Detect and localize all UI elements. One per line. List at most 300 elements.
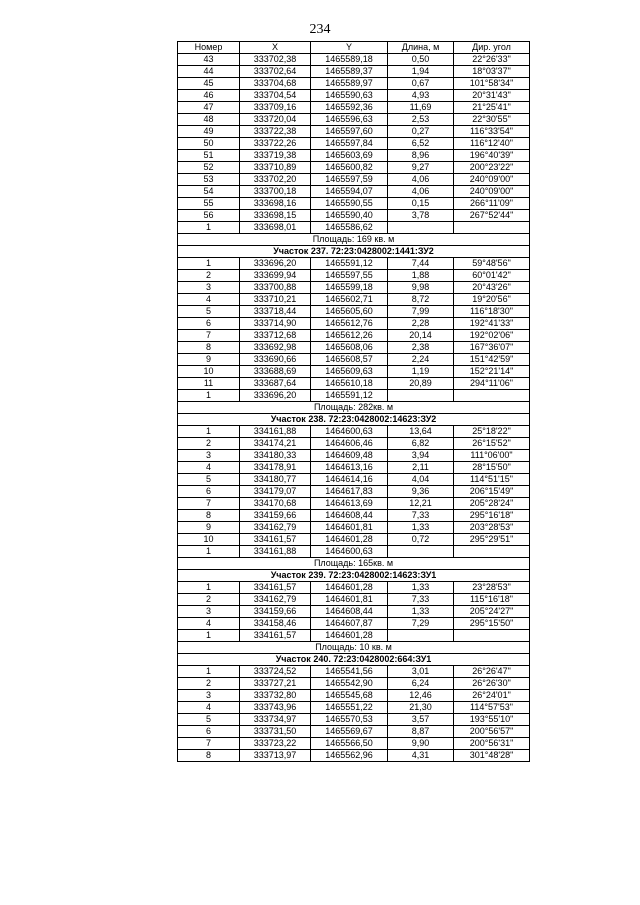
y-coordinate-cell: 1464613,16 [311,462,388,474]
direction-angle-cell: 192°02'06" [454,330,530,342]
table-row [178,666,530,678]
point-number-cell: 4 [178,702,240,714]
direction-angle-cell: 200°56'57" [454,726,530,738]
table-row [178,222,530,234]
point-number-cell: 5 [178,306,240,318]
point-number-cell: 5 [178,474,240,486]
y-coordinate-cell: 1465603,69 [311,150,388,162]
point-number-cell: 6 [178,486,240,498]
direction-angle-cell: 295°16'18" [454,510,530,522]
direction-angle-cell: 101°58'34" [454,78,530,90]
x-coordinate-cell: 333714,90 [240,318,311,330]
table-row [178,522,530,534]
length-cell: 12,46 [388,690,454,702]
area-row [178,642,530,654]
length-cell: 3,78 [388,210,454,222]
table-row [178,594,530,606]
point-number-cell: 51 [178,150,240,162]
length-cell: 3,01 [388,666,454,678]
y-coordinate-cell: 1464609,48 [311,450,388,462]
table-row [178,498,530,510]
y-coordinate-cell: 1465551,22 [311,702,388,714]
table-row [178,462,530,474]
x-coordinate-cell: 334159,66 [240,510,311,522]
y-coordinate-cell: 1464600,63 [311,546,388,558]
y-coordinate-cell: 1465608,57 [311,354,388,366]
point-number-cell: 56 [178,210,240,222]
y-coordinate-cell: 1465612,26 [311,330,388,342]
direction-angle-cell: 114°51'15" [454,474,530,486]
length-cell: 2,53 [388,114,454,126]
length-cell [388,222,454,234]
table-row [178,162,530,174]
column-header-x: X [240,42,311,54]
x-coordinate-cell: 333712,68 [240,330,311,342]
x-coordinate-cell: 333724,52 [240,666,311,678]
x-coordinate-cell: 333699,94 [240,270,311,282]
direction-angle-cell: 22°30'55" [454,114,530,126]
direction-angle-cell: 240°09'00" [454,174,530,186]
length-cell [388,630,454,642]
table-body [178,54,530,762]
y-coordinate-cell: 1464606,46 [311,438,388,450]
direction-angle-cell: 26°26'47" [454,666,530,678]
direction-angle-cell: 167°36'07" [454,342,530,354]
direction-angle-cell [454,222,530,234]
point-number-cell: 1 [178,666,240,678]
parcel-title: Участок 240. 72:23:0428002:664:ЗУ1 [178,654,530,666]
direction-angle-cell: 116°33'54" [454,126,530,138]
point-number-cell: 6 [178,318,240,330]
length-cell: 6,82 [388,438,454,450]
x-coordinate-cell: 333704,54 [240,90,311,102]
x-coordinate-cell: 333698,15 [240,210,311,222]
y-coordinate-cell: 1465589,18 [311,54,388,66]
length-cell: 7,33 [388,510,454,522]
table-row [178,318,530,330]
y-coordinate-cell: 1465597,60 [311,126,388,138]
column-header-direction-angle: Дир. угол [454,42,530,54]
table-row [178,126,530,138]
length-cell: 2,11 [388,462,454,474]
table-row [178,150,530,162]
length-cell: 0,50 [388,54,454,66]
point-number-cell: 52 [178,162,240,174]
direction-angle-cell: 116°18'30" [454,306,530,318]
direction-angle-cell: 23°28'53" [454,582,530,594]
point-number-cell: 8 [178,750,240,762]
length-cell [388,390,454,402]
parcel-title-row [178,414,530,426]
y-coordinate-cell: 1464617,83 [311,486,388,498]
table-row [178,114,530,126]
x-coordinate-cell: 333710,89 [240,162,311,174]
table-row [178,690,530,702]
table-row [178,198,530,210]
point-number-cell: 11 [178,378,240,390]
x-coordinate-cell: 333692,98 [240,342,311,354]
y-coordinate-cell: 1465566,50 [311,738,388,750]
x-coordinate-cell: 333704,68 [240,78,311,90]
length-cell: 7,29 [388,618,454,630]
table-row [178,702,530,714]
length-cell: 7,44 [388,258,454,270]
direction-angle-cell: 200°56'31" [454,738,530,750]
y-coordinate-cell: 1465596,63 [311,114,388,126]
length-cell: 2,38 [388,342,454,354]
x-coordinate-cell: 333687,64 [240,378,311,390]
table-row [178,258,530,270]
direction-angle-cell: 267°52'44" [454,210,530,222]
parcel-title-row [178,246,530,258]
direction-angle-cell: 18°03'37" [454,66,530,78]
x-coordinate-cell: 334159,66 [240,606,311,618]
y-coordinate-cell: 1465605,60 [311,306,388,318]
x-coordinate-cell: 333702,20 [240,174,311,186]
direction-angle-cell: 196°40'39" [454,150,530,162]
point-number-cell: 4 [178,462,240,474]
direction-angle-cell: 25°18'22" [454,426,530,438]
table-row [178,306,530,318]
length-cell: 0,72 [388,534,454,546]
table-row [178,174,530,186]
point-number-cell: 46 [178,90,240,102]
length-cell: 1,94 [388,66,454,78]
y-coordinate-cell: 1465586,62 [311,222,388,234]
point-number-cell: 53 [178,174,240,186]
x-coordinate-cell: 333698,01 [240,222,311,234]
table-row [178,54,530,66]
length-cell: 9,27 [388,162,454,174]
table-row [178,294,530,306]
y-coordinate-cell: 1465597,55 [311,270,388,282]
point-number-cell: 9 [178,354,240,366]
direction-angle-cell: 295°15'50" [454,618,530,630]
y-coordinate-cell: 1465541,56 [311,666,388,678]
x-coordinate-cell: 333702,38 [240,54,311,66]
point-number-cell: 2 [178,678,240,690]
x-coordinate-cell: 333723,22 [240,738,311,750]
point-number-cell: 49 [178,126,240,138]
point-number-cell: 55 [178,198,240,210]
table-row [178,714,530,726]
y-coordinate-cell: 1464600,63 [311,426,388,438]
y-coordinate-cell: 1464601,28 [311,630,388,642]
y-coordinate-cell: 1464601,28 [311,534,388,546]
y-coordinate-cell: 1465591,12 [311,258,388,270]
x-coordinate-cell: 333700,88 [240,282,311,294]
point-number-cell: 44 [178,66,240,78]
length-cell: 6,24 [388,678,454,690]
direction-angle-cell: 60°01'42" [454,270,530,282]
y-coordinate-cell: 1465589,97 [311,78,388,90]
x-coordinate-cell: 333719,38 [240,150,311,162]
direction-angle-cell: 28°15'50" [454,462,530,474]
length-cell [388,546,454,558]
direction-angle-cell: 20°43'26" [454,282,530,294]
point-number-cell: 3 [178,450,240,462]
y-coordinate-cell: 1465569,67 [311,726,388,738]
area-value: Площадь: 282кв. м [178,402,530,414]
length-cell: 20,14 [388,330,454,342]
table-row [178,750,530,762]
length-cell: 7,99 [388,306,454,318]
point-number-cell: 10 [178,366,240,378]
table-row [178,282,530,294]
length-cell: 12,21 [388,498,454,510]
length-cell: 2,24 [388,354,454,366]
table-header-row [178,42,530,54]
length-cell: 6,52 [388,138,454,150]
area-value: Площадь: 10 кв. м [178,642,530,654]
length-cell: 0,67 [388,78,454,90]
coordinates-table [177,41,530,762]
y-coordinate-cell: 1465589,37 [311,66,388,78]
y-coordinate-cell: 1465599,18 [311,282,388,294]
table-row [178,606,530,618]
length-cell: 8,72 [388,294,454,306]
point-number-cell: 3 [178,606,240,618]
y-coordinate-cell: 1465545,68 [311,690,388,702]
x-coordinate-cell: 334161,57 [240,534,311,546]
point-number-cell: 8 [178,510,240,522]
column-header-number: Номер [178,42,240,54]
x-coordinate-cell: 333743,96 [240,702,311,714]
direction-angle-cell: 26°24'01" [454,690,530,702]
point-number-cell: 6 [178,726,240,738]
table-row [178,138,530,150]
page-number: 234 [309,22,331,37]
point-number-cell: 1 [178,390,240,402]
length-cell: 1,33 [388,522,454,534]
table-row [178,186,530,198]
point-number-cell: 50 [178,138,240,150]
table-row [178,438,530,450]
length-cell: 13,64 [388,426,454,438]
direction-angle-cell: 192°41'33" [454,318,530,330]
x-coordinate-cell: 333731,50 [240,726,311,738]
length-cell: 1,88 [388,270,454,282]
length-cell: 2,28 [388,318,454,330]
length-cell: 1,19 [388,366,454,378]
column-header-length: Длина, м [388,42,454,54]
y-coordinate-cell: 1465590,63 [311,90,388,102]
table-row [178,270,530,282]
length-cell: 9,98 [388,282,454,294]
area-row [178,234,530,246]
x-coordinate-cell: 333709,16 [240,102,311,114]
length-cell: 4,93 [388,90,454,102]
table-row [178,474,530,486]
length-cell: 8,87 [388,726,454,738]
column-header-y: Y [311,42,388,54]
point-number-cell: 8 [178,342,240,354]
length-cell: 0,15 [388,198,454,210]
table-row [178,738,530,750]
area-value: Площадь: 165кв. м [178,558,530,570]
table-row [178,390,530,402]
length-cell: 21,30 [388,702,454,714]
parcel-title-row [178,654,530,666]
y-coordinate-cell: 1465612,76 [311,318,388,330]
point-number-cell: 2 [178,438,240,450]
point-number-cell: 5 [178,714,240,726]
x-coordinate-cell: 333696,20 [240,258,311,270]
direction-angle-cell: 116°12'40" [454,138,530,150]
length-cell: 9,90 [388,738,454,750]
table-row [178,78,530,90]
y-coordinate-cell: 1465542,90 [311,678,388,690]
x-coordinate-cell: 333722,26 [240,138,311,150]
point-number-cell: 10 [178,534,240,546]
direction-angle-cell: 26°15'52" [454,438,530,450]
x-coordinate-cell: 333696,20 [240,390,311,402]
table-row [178,582,530,594]
y-coordinate-cell: 1465597,84 [311,138,388,150]
y-coordinate-cell: 1465608,06 [311,342,388,354]
direction-angle-cell: 294°11'06" [454,378,530,390]
direction-angle-cell: 111°06'00" [454,450,530,462]
point-number-cell: 3 [178,282,240,294]
parcel-title: Участок 237. 72:23:0428002:1441:ЗУ2 [178,246,530,258]
x-coordinate-cell: 334179,07 [240,486,311,498]
x-coordinate-cell: 334174,21 [240,438,311,450]
point-number-cell: 1 [178,222,240,234]
point-number-cell: 1 [178,630,240,642]
point-number-cell: 3 [178,690,240,702]
x-coordinate-cell: 334158,46 [240,618,311,630]
x-coordinate-cell: 333698,16 [240,198,311,210]
length-cell: 20,89 [388,378,454,390]
point-number-cell: 54 [178,186,240,198]
table-row [178,486,530,498]
point-number-cell: 2 [178,594,240,606]
table-row [178,210,530,222]
table-row [178,546,530,558]
y-coordinate-cell: 1465594,07 [311,186,388,198]
length-cell: 4,06 [388,174,454,186]
direction-angle-cell: 295°29'51" [454,534,530,546]
table-row [178,102,530,114]
x-coordinate-cell: 334180,77 [240,474,311,486]
y-coordinate-cell: 1464601,81 [311,522,388,534]
area-row [178,402,530,414]
direction-angle-cell: 21°25'41" [454,102,530,114]
x-coordinate-cell: 334162,79 [240,594,311,606]
x-coordinate-cell: 333727,21 [240,678,311,690]
table-row [178,90,530,102]
direction-angle-cell [454,546,530,558]
point-number-cell: 9 [178,522,240,534]
length-cell: 3,57 [388,714,454,726]
x-coordinate-cell: 333690,66 [240,354,311,366]
direction-angle-cell: 205°24'27" [454,606,530,618]
table-row [178,378,530,390]
direction-angle-cell: 115°16'18" [454,594,530,606]
point-number-cell: 4 [178,618,240,630]
y-coordinate-cell: 1464608,44 [311,606,388,618]
y-coordinate-cell: 1464613,69 [311,498,388,510]
y-coordinate-cell: 1465592,36 [311,102,388,114]
x-coordinate-cell: 333700,18 [240,186,311,198]
table-row [178,678,530,690]
x-coordinate-cell: 333732,80 [240,690,311,702]
direction-angle-cell: 114°57'53" [454,702,530,714]
y-coordinate-cell: 1465591,12 [311,390,388,402]
table-row [178,330,530,342]
x-coordinate-cell: 333688,69 [240,366,311,378]
x-coordinate-cell: 333720,04 [240,114,311,126]
y-coordinate-cell: 1465610,18 [311,378,388,390]
direction-angle-cell [454,390,530,402]
table-row [178,426,530,438]
table-row [178,534,530,546]
parcel-title: Участок 238. 72:23:0428002:14623:ЗУ2 [178,414,530,426]
y-coordinate-cell: 1465600,82 [311,162,388,174]
y-coordinate-cell: 1465597,59 [311,174,388,186]
table-row [178,66,530,78]
length-cell: 0,27 [388,126,454,138]
x-coordinate-cell: 334170,68 [240,498,311,510]
length-cell: 4,06 [388,186,454,198]
point-number-cell: 45 [178,78,240,90]
length-cell: 4,31 [388,750,454,762]
parcel-title-row [178,570,530,582]
direction-angle-cell: 152°21'14" [454,366,530,378]
point-number-cell: 1 [178,582,240,594]
point-number-cell: 7 [178,738,240,750]
length-cell: 1,33 [388,582,454,594]
y-coordinate-cell: 1464607,87 [311,618,388,630]
x-coordinate-cell: 333713,97 [240,750,311,762]
x-coordinate-cell: 334161,57 [240,582,311,594]
table-row [178,354,530,366]
length-cell: 1,33 [388,606,454,618]
point-number-cell: 7 [178,498,240,510]
y-coordinate-cell: 1465590,55 [311,198,388,210]
direction-angle-cell: 200°23'22" [454,162,530,174]
table-row [178,342,530,354]
direction-angle-cell: 266°11'09" [454,198,530,210]
x-coordinate-cell: 334162,79 [240,522,311,534]
y-coordinate-cell: 1465590,40 [311,210,388,222]
point-number-cell: 43 [178,54,240,66]
x-coordinate-cell: 333722,38 [240,126,311,138]
y-coordinate-cell: 1464608,44 [311,510,388,522]
point-number-cell: 48 [178,114,240,126]
length-cell: 11,69 [388,102,454,114]
length-cell: 4,04 [388,474,454,486]
x-coordinate-cell: 333702,64 [240,66,311,78]
direction-angle-cell: 22°26'33" [454,54,530,66]
direction-angle-cell: 193°55'10" [454,714,530,726]
y-coordinate-cell: 1465562,96 [311,750,388,762]
x-coordinate-cell: 334161,88 [240,426,311,438]
direction-angle-cell [454,630,530,642]
y-coordinate-cell: 1464601,28 [311,582,388,594]
length-cell: 9,36 [388,486,454,498]
point-number-cell: 47 [178,102,240,114]
point-number-cell: 1 [178,426,240,438]
area-row [178,558,530,570]
length-cell: 8,96 [388,150,454,162]
direction-angle-cell: 203°28'53" [454,522,530,534]
direction-angle-cell: 205°28'24" [454,498,530,510]
y-coordinate-cell: 1465570,53 [311,714,388,726]
y-coordinate-cell: 1465609,63 [311,366,388,378]
length-cell: 3,94 [388,450,454,462]
table-row [178,510,530,522]
